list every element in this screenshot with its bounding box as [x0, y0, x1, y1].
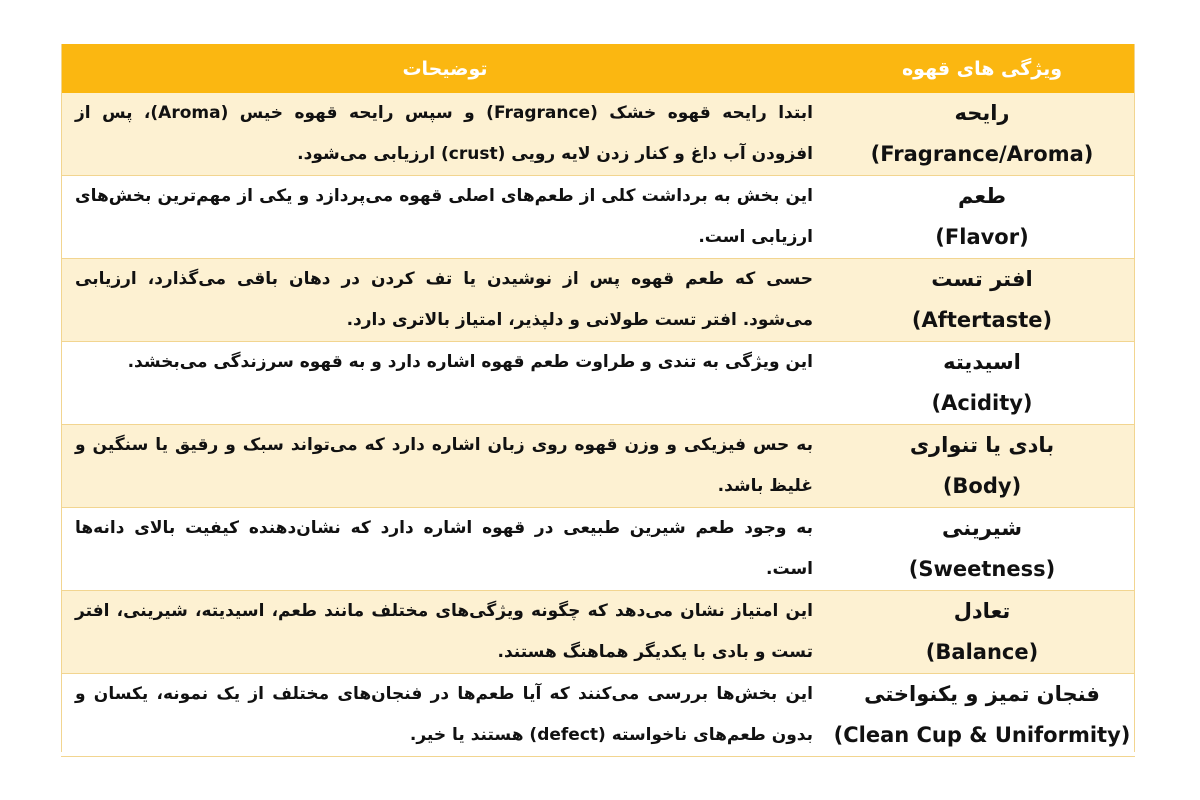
table-row: [61, 259, 1135, 342]
description-cell: [61, 591, 829, 674]
feature-name-en: (Body): [942, 474, 1022, 498]
feature-cell: [829, 508, 1135, 591]
feature-name-en: (Aftertaste): [911, 308, 1053, 332]
feature-name-en: (Fragrance/Aroma): [870, 142, 1094, 166]
table-row: [61, 508, 1135, 591]
table-row: [61, 93, 1135, 176]
feature-name-fa: فنجان تمیز و یکنواختی: [864, 682, 1100, 706]
description-cell: [61, 425, 829, 508]
feature-cell: [829, 425, 1135, 508]
description-text: این بخش به برداشت کلی از طعم‌های اصلی قهوه می‌پردازد و یکی از مهم‌ترین بخش‌های ارزیابی است.: [75, 186, 813, 247]
description-cell: [61, 259, 829, 342]
description-cell: [61, 342, 829, 425]
description-cell: [61, 508, 829, 591]
feature-name-en: (Balance): [925, 640, 1039, 664]
feature-name-fa: تعادل: [953, 599, 1011, 623]
description-text: این بخش‌ها بررسی می‌کنند که آیا طعم‌ها در فنجان‌های مختلف از یک نمونه، یکسان و بدون طعم‌های ناخواسته (defect) هستند یا خیر.: [75, 684, 813, 745]
feature-name-en: (Sweetness): [908, 557, 1056, 581]
coffee-features-table: [61, 44, 1135, 757]
feature-name-fa: اسیدیته: [943, 350, 1021, 374]
feature-name-fa: طعم: [957, 184, 1007, 208]
feature-name-fa: بادی یا تنواری: [909, 433, 1055, 457]
description-text: به وجود طعم شیرین طبیعی در قهوه اشاره دارد که نشان‌دهنده کیفیت بالای دانه‌ها است.: [75, 518, 813, 579]
table-row: [61, 591, 1135, 674]
feature-name-fa: افتر تست: [931, 267, 1033, 291]
description-cell: [61, 674, 829, 757]
feature-cell: [829, 674, 1135, 757]
table-row: [61, 342, 1135, 425]
feature-name-en: (Clean Cup & Uniformity): [833, 723, 1131, 747]
feature-name-en: (Acidity): [931, 391, 1033, 415]
table-right-border: [1134, 44, 1135, 752]
description-text: این ویژگی به تندی و طراوت طعم قهوه اشاره دارد و به قهوه سرزندگی می‌بخشد.: [127, 352, 813, 372]
table-left-border: [61, 44, 62, 752]
description-text: این امتیاز نشان می‌دهد که چگونه ویژگی‌های مختلف مانند طعم، اسیدیته، شیرینی، افتر تست و بادی با یکدیگر هماهنگ هستند.: [75, 601, 813, 662]
features-table: [61, 44, 1135, 757]
feature-name-fa: رایحه: [954, 101, 1010, 125]
feature-cell: [829, 176, 1135, 259]
table-row: [61, 425, 1135, 508]
table-row: [61, 674, 1135, 757]
header-description: توضیحات: [61, 44, 829, 93]
description-text: به حس فیزیکی و وزن قهوه روی زبان اشاره دارد که می‌تواند سبک و رقیق یا سنگین و غلیظ باشد.: [75, 435, 813, 496]
feature-name-en: (Flavor): [935, 225, 1029, 249]
feature-cell: [829, 259, 1135, 342]
feature-cell: [829, 591, 1135, 674]
description-cell: [61, 176, 829, 259]
table-header-row: [61, 44, 1135, 93]
header-feature: ویژگی های قهوه: [829, 44, 1135, 93]
description-text: ابتدا رایحه قهوه خشک (Fragrance) و سپس رایحه قهوه خیس (Aroma)، پس از افزودن آب داغ و کنار زدن لایه رویی (crust) ارزیابی می‌شود.: [75, 103, 814, 164]
description-text: حسی که طعم قهوه پس از نوشیدن یا تف کردن در دهان باقی می‌گذارد، ارزیابی می‌شود. افتر تست طولانی و دلپذیر، امتیاز بالاتری دارد.: [75, 269, 813, 330]
description-cell: [61, 93, 829, 176]
feature-cell: [829, 342, 1135, 425]
table-row: [61, 176, 1135, 259]
feature-name-fa: شیرینی: [942, 516, 1022, 540]
feature-cell: [829, 93, 1135, 176]
